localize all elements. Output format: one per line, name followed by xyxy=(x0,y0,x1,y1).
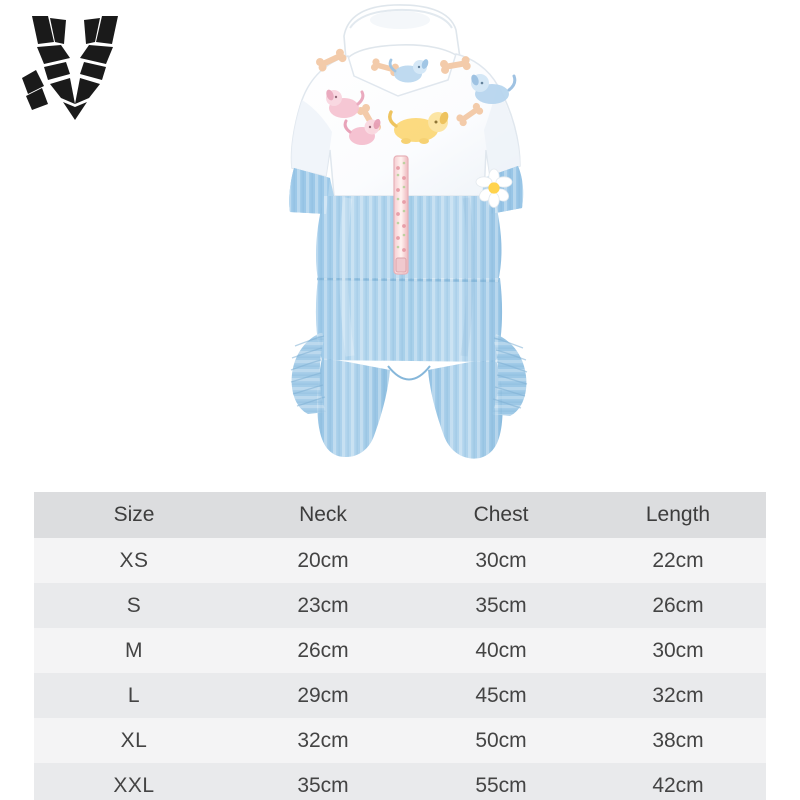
cell-chest: 45cm xyxy=(475,683,527,707)
cell-chest: 35cm xyxy=(475,593,527,617)
cell-chest: 55cm xyxy=(475,773,527,797)
table-row xyxy=(34,718,766,763)
column-header-neck: Neck xyxy=(234,492,412,538)
column-header-size: Size xyxy=(34,492,234,538)
table-header-row xyxy=(34,492,766,538)
cell-neck: 26cm xyxy=(297,638,349,662)
zipper-placket xyxy=(394,156,408,274)
cell-size: L xyxy=(127,683,141,707)
cell-size: XXL xyxy=(113,773,155,797)
cell-size: S xyxy=(126,593,142,617)
table-row xyxy=(34,583,766,628)
cell-length: 32cm xyxy=(652,683,704,707)
cell-neck: 32cm xyxy=(297,728,349,752)
column-header-length: Length xyxy=(590,492,766,538)
cell-length: 26cm xyxy=(652,593,704,617)
cell-neck: 23cm xyxy=(297,593,349,617)
cell-length: 38cm xyxy=(652,728,704,752)
cell-size: XS xyxy=(119,548,149,572)
column-header-chest: Chest xyxy=(412,492,590,538)
cell-length: 42cm xyxy=(652,773,704,797)
garment-illustration xyxy=(198,0,618,480)
cell-neck: 20cm xyxy=(297,548,349,572)
table-row xyxy=(34,538,766,583)
cell-chest: 40cm xyxy=(475,638,527,662)
cell-neck: 29cm xyxy=(297,683,349,707)
cell-chest: 30cm xyxy=(475,548,527,572)
table-row xyxy=(34,763,766,800)
table-row xyxy=(34,628,766,673)
cell-neck: 35cm xyxy=(297,773,349,797)
cell-length: 22cm xyxy=(652,548,704,572)
table-row xyxy=(34,673,766,718)
cell-chest: 50cm xyxy=(475,728,527,752)
size-chart-table xyxy=(34,492,766,800)
cell-length: 30cm xyxy=(652,638,704,662)
cell-size: M xyxy=(125,638,143,662)
cell-size: XL xyxy=(120,728,148,752)
